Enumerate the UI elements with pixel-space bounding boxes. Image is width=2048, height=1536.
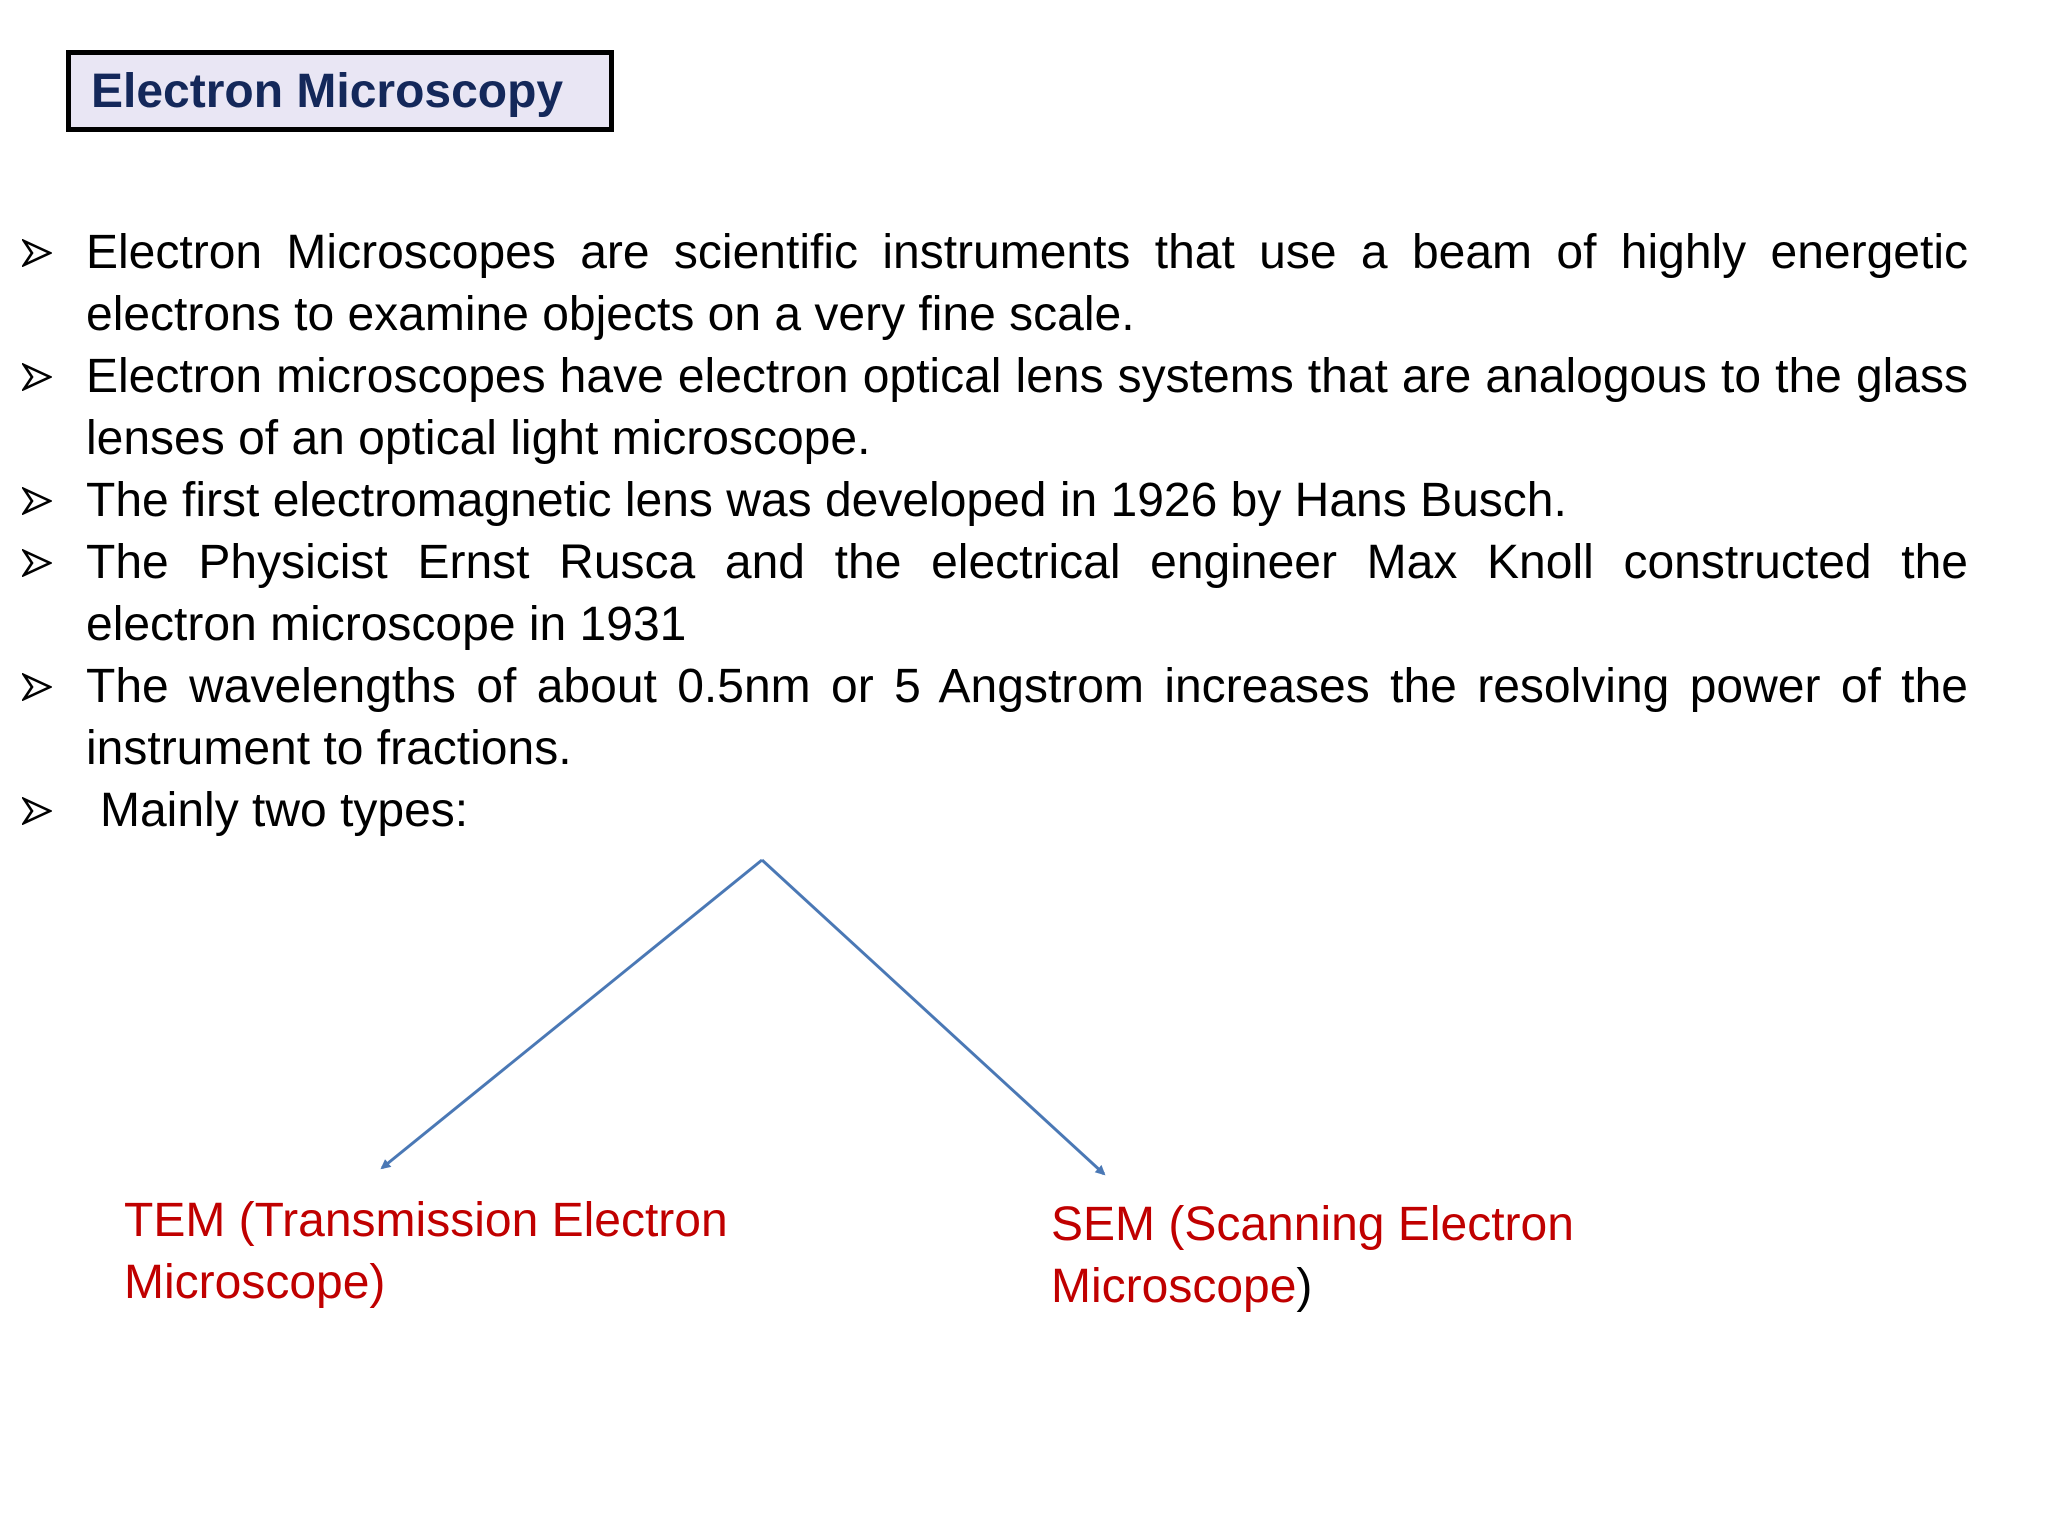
arrow-to-tem [382,860,762,1168]
bullet-text: The Physicist Ernst Rusca and the electrical engineer Max Knoll constructed the electron microscope in 1931 [86,536,1968,651]
bullet-text: The first electromagnetic lens was developed in 1926 by Hans Busch. [86,474,1567,527]
bullet-list [22,222,1968,842]
sem-label-closing-paren: ) [1296,1260,1313,1313]
sem-label-line1: SEM (Scanning Electron [1051,1198,1574,1251]
arrow-to-sem [762,860,1104,1174]
sem-label [1051,1194,1574,1318]
bullet-item [22,346,1968,470]
arrowhead-bullet-icon [22,470,62,515]
tem-label-line2: Microscope) [124,1256,386,1309]
bullet-item [22,780,1968,842]
arrowhead-bullet-icon [22,780,62,825]
slide-title: Electron Microscopy [91,64,564,118]
bullet-text: Electron microscopes have electron optical lens systems that are analogous to the glass lenses of an optical light microscope. [86,350,1968,465]
bullet-text: Electron Microscopes are scientific instruments that use a beam of highly energetic electrons to examine objects on a very fine scale. [86,226,1968,341]
arrowhead-bullet-icon [22,222,62,267]
sem-label-line2-wrap [1051,1256,1574,1318]
tem-label-line1: TEM (Transmission Electron [124,1194,728,1247]
bullet-item [22,656,1968,780]
arrowhead-bullet-icon [22,656,62,701]
tem-label [124,1190,728,1314]
bullet-item [22,222,1968,346]
bullet-text: Mainly two types: [100,784,469,837]
title-box [66,50,614,132]
arrowhead-bullet-icon [22,346,62,391]
bullet-item [22,470,1968,532]
bullet-item [22,532,1968,656]
sem-label-line2: Microscope [1051,1260,1297,1313]
bullet-text: The wavelengths of about 0.5nm or 5 Angstrom increases the resolving power of the instrument to fractions. [86,660,1968,775]
arrowhead-bullet-icon [22,532,62,577]
